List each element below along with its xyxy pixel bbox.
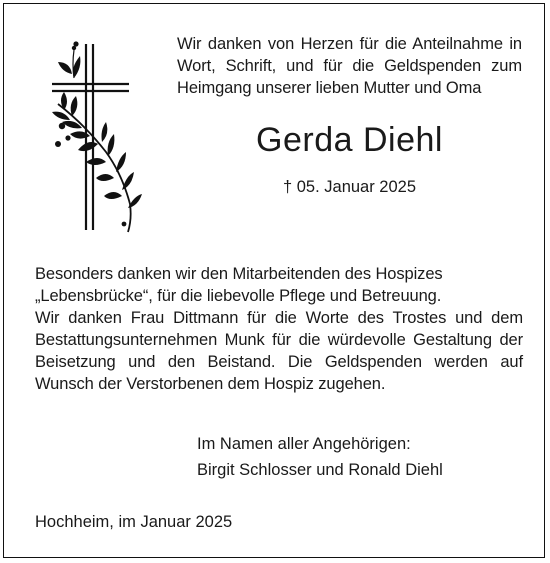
death-date: † 05. Januar 2025	[282, 178, 417, 196]
obituary-card	[3, 3, 545, 558]
acknowledgement-line-2: „Lebensbrücke“, für die liebevolle Pflege und Betreuung.	[35, 287, 442, 305]
signature-names: Birgit Schlosser und Ronald Diehl	[197, 461, 443, 479]
signature-block	[197, 431, 517, 483]
acknowledgement-paragraph: Wir danken Frau Dittmann für die Worte des Trostes und dem Bestattungsunternehmen Munk für die würdevolle Gestaltung der Beisetzung und den Beistand. Die Geldspenden werden auf Wunsch der Verstorbenen dem Hospiz zugehen.	[35, 309, 523, 393]
thank-you-intro: Wir danken von Herzen für die Anteilnahme in Wort, Schrift, und für die Geldspenden zum Heimgang unserer lieben Mutter und Oma	[177, 35, 522, 97]
acknowledgement-text	[35, 263, 523, 395]
deceased-name: Gerda Diehl	[256, 121, 443, 159]
acknowledgement-line-1: Besonders danken wir den Mitarbeitenden des Hospizes	[35, 265, 443, 283]
place-and-date: Hochheim, im Januar 2025	[35, 513, 233, 531]
cross-with-olive-branch-icon	[44, 34, 154, 239]
signature-intro: Im Namen aller Angehörigen:	[197, 435, 411, 453]
